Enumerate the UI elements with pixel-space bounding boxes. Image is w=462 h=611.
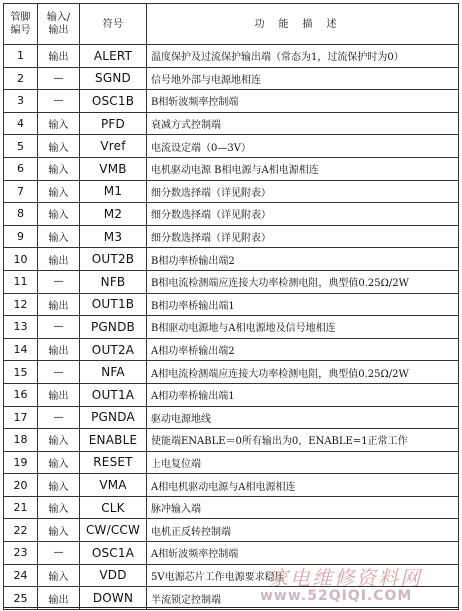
io-direction-cell: 输入	[38, 157, 80, 180]
description-cell: 电流设定端（0—3V）	[147, 135, 459, 158]
header-io-label: 输入/ 输出	[46, 12, 71, 36]
io-direction-cell: 输入	[38, 225, 80, 248]
description-cell: B相功率桥输出端2	[147, 248, 459, 271]
io-direction-cell: 输出	[38, 293, 80, 316]
pin-number-cell: 18	[4, 429, 38, 452]
symbol-cell: M1	[80, 180, 147, 203]
table-row	[4, 361, 459, 384]
io-direction-cell: 输出	[38, 45, 80, 68]
header-pin-label: 管脚 编号	[10, 12, 31, 36]
io-direction-cell: 输出	[38, 383, 80, 406]
symbol-cell: SGND	[80, 67, 147, 90]
io-direction-cell: —	[38, 270, 80, 293]
symbol-cell: PFD	[80, 112, 147, 135]
symbol-cell: CLK	[80, 496, 147, 519]
watermark-site-name: 家电维修资料网	[268, 566, 422, 590]
io-direction-cell: 输入	[38, 429, 80, 452]
description-cell: 细分数选择端（详见附表）	[147, 180, 459, 203]
description-cell: A相斩波频率控制端	[147, 542, 459, 565]
table-row	[4, 496, 459, 519]
pin-number-cell: 25	[4, 587, 38, 610]
symbol-cell: PGNDA	[80, 406, 147, 429]
description-cell: 细分数选择端（详见附表）	[147, 203, 459, 226]
description-cell: 细分数选择端（详见附表）	[147, 225, 459, 248]
table-row	[4, 45, 459, 68]
pin-number-cell: 12	[4, 293, 38, 316]
io-direction-cell: 输入	[38, 519, 80, 542]
symbol-cell: M3	[80, 225, 147, 248]
pin-number-cell: 19	[4, 451, 38, 474]
header-io	[38, 4, 80, 45]
io-direction-cell: 输入	[38, 180, 80, 203]
table-row	[4, 157, 459, 180]
io-direction-cell: —	[38, 542, 80, 565]
description-cell: 上电复位端	[147, 451, 459, 474]
description-cell: B相斩波频率控制端	[147, 90, 459, 113]
table-row	[4, 112, 459, 135]
description-cell: A相电流检测端应连接大功率检测电阻，典型值0.25Ω/2W	[147, 361, 459, 384]
pin-number-cell: 16	[4, 383, 38, 406]
io-direction-cell: 输入	[38, 474, 80, 497]
description-cell: B相驱动电源地与A相电源地及信号地相连	[147, 316, 459, 339]
header-pin-number	[4, 4, 38, 45]
pin-number-cell: 5	[4, 135, 38, 158]
symbol-cell: DOWN	[80, 587, 147, 610]
io-direction-cell: —	[38, 67, 80, 90]
symbol-cell: VDD	[80, 564, 147, 587]
io-direction-cell: 输出	[38, 587, 80, 610]
description-cell: 衰减方式控制端	[147, 112, 459, 135]
pin-number-cell: 8	[4, 203, 38, 226]
table-row	[4, 203, 459, 226]
pin-number-cell: 22	[4, 519, 38, 542]
pin-number-cell: 17	[4, 406, 38, 429]
io-direction-cell: 输入	[38, 496, 80, 519]
description-cell: 5V电源芯片工作电源要求稳压	[147, 564, 459, 587]
table-row	[4, 338, 459, 361]
table-body	[4, 45, 459, 610]
header-symbol: 符号	[80, 4, 147, 45]
table-row	[4, 406, 459, 429]
table-row	[4, 564, 459, 587]
pin-number-cell: 23	[4, 542, 38, 565]
pin-number-cell: 14	[4, 338, 38, 361]
table-row	[4, 225, 459, 248]
pin-number-cell: 9	[4, 225, 38, 248]
symbol-cell: Vref	[80, 135, 147, 158]
symbol-cell: OUT1B	[80, 293, 147, 316]
io-direction-cell: —	[38, 316, 80, 339]
table-row	[4, 519, 459, 542]
io-direction-cell: —	[38, 361, 80, 384]
io-direction-cell: 输入	[38, 564, 80, 587]
pin-function-table	[3, 3, 459, 610]
symbol-cell: NFB	[80, 270, 147, 293]
symbol-cell: PGNDB	[80, 316, 147, 339]
io-direction-cell: —	[38, 90, 80, 113]
description-cell: 驱动电源地线	[147, 406, 459, 429]
description-cell: 电机正反转控制端	[147, 519, 459, 542]
table-row	[4, 474, 459, 497]
pin-number-cell: 21	[4, 496, 38, 519]
io-direction-cell: 输入	[38, 112, 80, 135]
table-row	[4, 383, 459, 406]
table-row	[4, 248, 459, 271]
table-row	[4, 90, 459, 113]
pin-number-cell: 20	[4, 474, 38, 497]
table-row	[4, 451, 459, 474]
symbol-cell: NFA	[80, 361, 147, 384]
description-cell: 温度保护及过流保护输出端（常态为1，过流保护时为0）	[147, 45, 459, 68]
watermark-url: www.52QIQI.COM	[260, 588, 413, 604]
pin-number-cell: 2	[4, 67, 38, 90]
io-direction-cell: 输入	[38, 203, 80, 226]
io-direction-cell: —	[38, 406, 80, 429]
symbol-cell: OSC1A	[80, 542, 147, 565]
pin-number-cell: 7	[4, 180, 38, 203]
description-cell: 信号地外部与电源地相连	[147, 67, 459, 90]
pin-number-cell: 11	[4, 270, 38, 293]
symbol-cell: OUT2A	[80, 338, 147, 361]
io-direction-cell: 输出	[38, 248, 80, 271]
table-row	[4, 135, 459, 158]
symbol-cell: OUT2B	[80, 248, 147, 271]
pin-number-cell: 6	[4, 157, 38, 180]
description-cell: 半流锁定控制端	[147, 587, 459, 610]
symbol-cell: M2	[80, 203, 147, 226]
symbol-cell: VMB	[80, 157, 147, 180]
table-row	[4, 293, 459, 316]
description-cell: B相功率桥输出端1	[147, 293, 459, 316]
pin-number-cell: 1	[4, 45, 38, 68]
symbol-cell: VMA	[80, 474, 147, 497]
pin-number-cell: 10	[4, 248, 38, 271]
table-row	[4, 542, 459, 565]
table-header-row	[4, 4, 459, 45]
pin-number-cell: 4	[4, 112, 38, 135]
table-row	[4, 180, 459, 203]
symbol-cell: CW/CCW	[80, 519, 147, 542]
header-description: 功能描述	[147, 4, 459, 45]
io-direction-cell: 输入	[38, 135, 80, 158]
description-cell: A相功率桥输出端2	[147, 338, 459, 361]
symbol-cell: RESET	[80, 451, 147, 474]
description-cell: 脉冲输入端	[147, 496, 459, 519]
symbol-cell: OSC1B	[80, 90, 147, 113]
pin-number-cell: 13	[4, 316, 38, 339]
description-cell: B相电流检测端应连接大功率检测电阻，典型值0.25Ω/2W	[147, 270, 459, 293]
description-cell: 电机驱动电源 B相电源与A相电源相连	[147, 157, 459, 180]
table-row	[4, 67, 459, 90]
symbol-cell: ALERT	[80, 45, 147, 68]
pin-number-cell: 15	[4, 361, 38, 384]
io-direction-cell: 输入	[38, 451, 80, 474]
description-cell: 使能端ENABLE＝0所有输出为0，ENABLE=1正常工作	[147, 429, 459, 452]
symbol-cell: OUT1A	[80, 383, 147, 406]
description-cell: A相电机驱动电源与A相电源相连	[147, 474, 459, 497]
io-direction-cell: 输出	[38, 338, 80, 361]
table-row	[4, 587, 459, 610]
description-cell: A相功率桥输出端1	[147, 383, 459, 406]
table-row	[4, 270, 459, 293]
symbol-cell: ENABLE	[80, 429, 147, 452]
table-row	[4, 316, 459, 339]
table-row	[4, 429, 459, 452]
pin-number-cell: 24	[4, 564, 38, 587]
pin-number-cell: 3	[4, 90, 38, 113]
